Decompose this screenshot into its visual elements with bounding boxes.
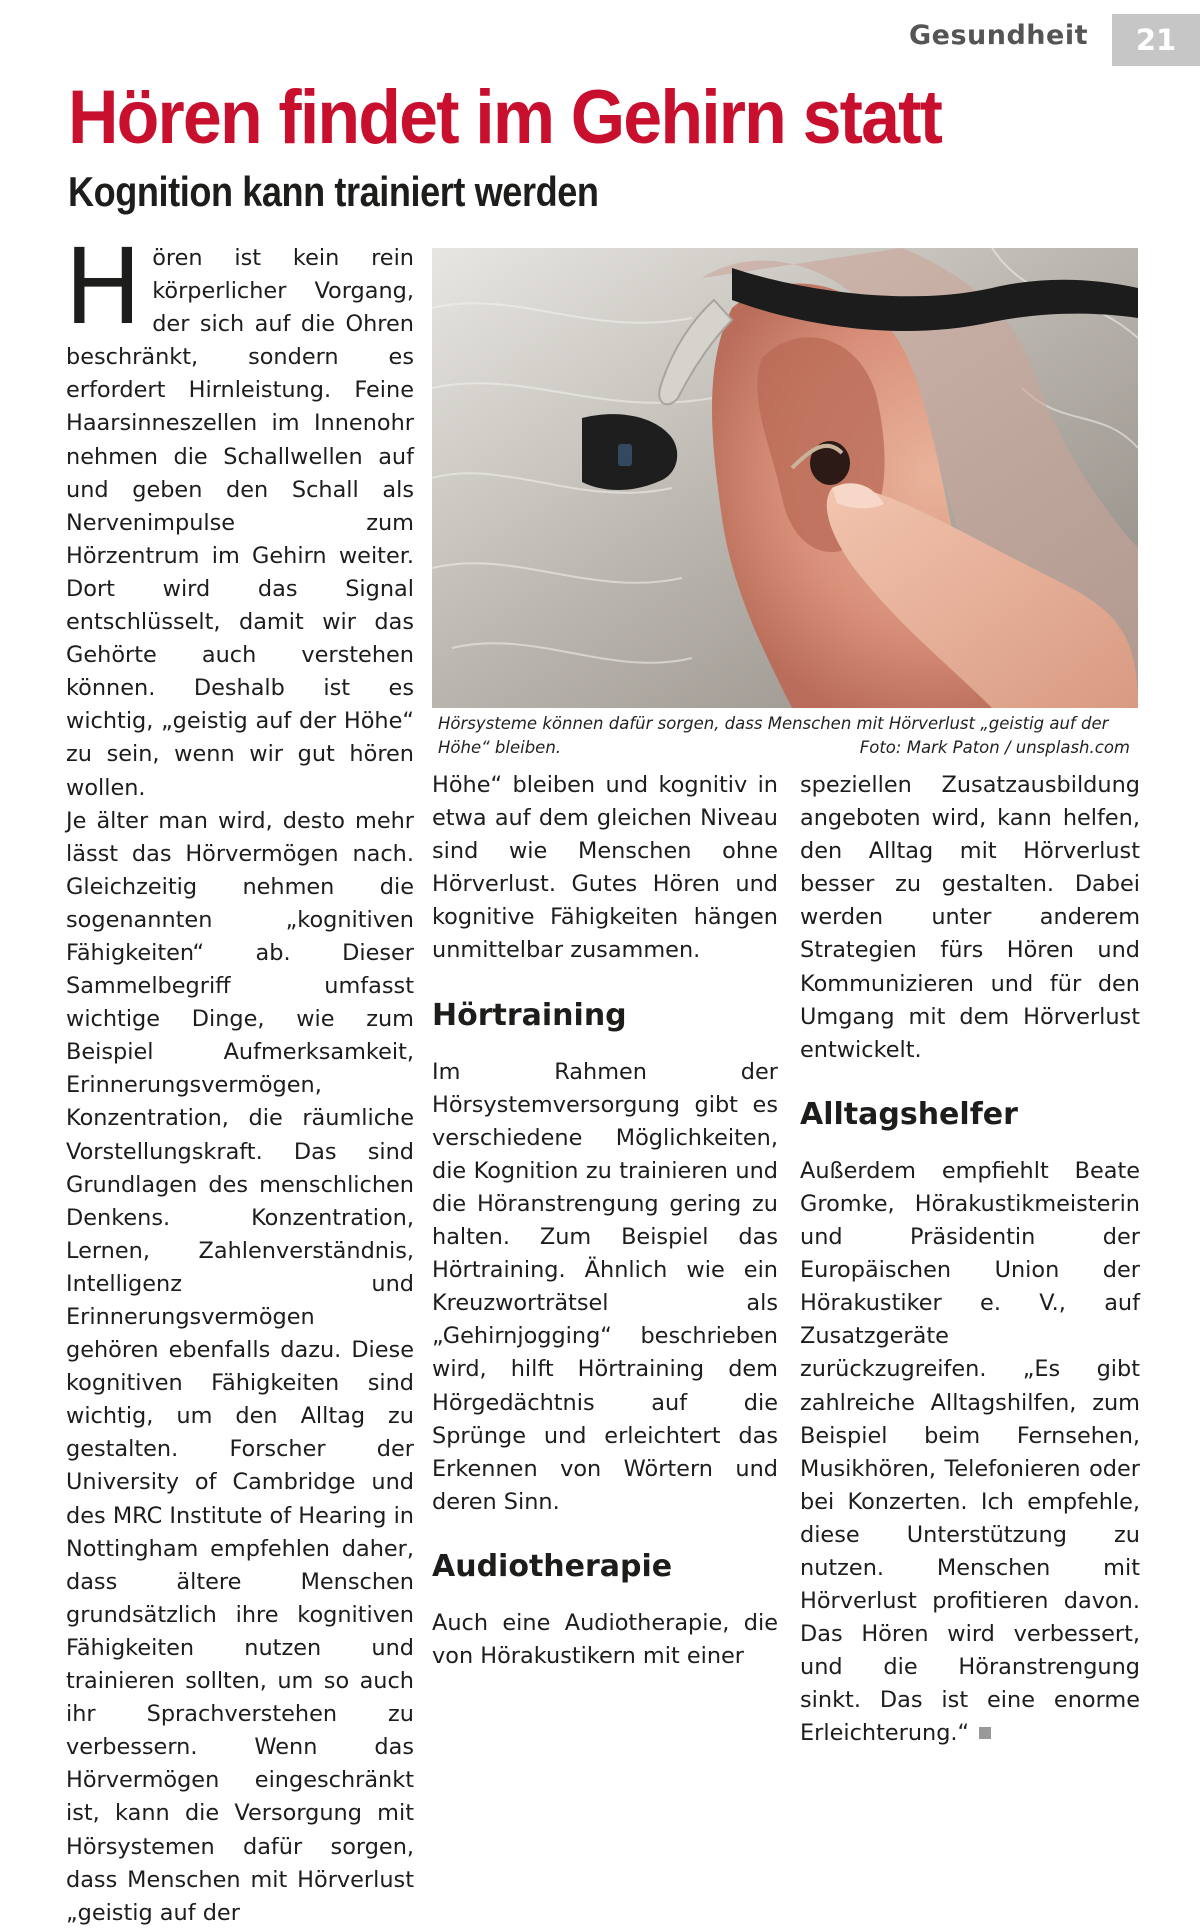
caption-text: Hörsysteme können dafür sorgen, dass Menschen mit Hörverlust „geistig auf der Höhe“ bleiben. xyxy=(438,714,1109,757)
subhead-hoertraining: Hörtraining xyxy=(432,997,627,1033)
paragraph-intro xyxy=(64,226,414,805)
section-label: Gesundheit xyxy=(908,20,1088,51)
dropcap: H xyxy=(64,226,143,348)
subhead-alltagshelfer: Alltagshelfer xyxy=(800,1096,1018,1132)
subhead-audiotherapie: Audiotherapie xyxy=(432,1548,673,1584)
page-number: 21 xyxy=(1112,14,1200,66)
paragraph: speziellen Zusatzausbildung angeboten wird, kann helfen, den Alltag mit Hörverlust besser zu gestalten. Dabei werden unter anderem Strategien fürs Hören und Kommunizieren und für den Umgang mit dem Hörverlust entwickelt. xyxy=(800,772,1140,1063)
article-column-3 xyxy=(800,769,1140,1751)
photo-credit: Foto: Mark Paton / unsplash.com xyxy=(859,738,1130,757)
paragraph: Je älter man wird, desto mehr lässt das Hörvermögen nach. Gleichzeitig nehmen die sogenannten „kognitiven Fähigkeiten“ ab. Dieser Sammelbegriff umfasst wichtige Dinge, wie zum Beispiel Aufmerksamkeit, Erinnerungsvermögen, Konzentration, die räumliche Vorstellungskraft. Das sind Grundlagen des menschlichen Denkens. Konzentration, Lernen, Zahlenverständnis, Intelligenz und Erinnerungsvermögen gehören ebenfalls dazu. Diese kognitiven Fähigkeiten sind wichtig, um den Alltag zu gestalten. Forscher der University of Cambridge und des MRC Institute of Hearing in Nottingham empfehlen daher, dass ältere Menschen grundsätzlich ihre kognitiven Fähigkeiten nutzen und trainieren sollten, um so auch ihr Sprachverstehen zu verbessern. Wenn das Hörvermögen eingeschränkt ist, kann die Versorgung mit Hörsystemen dafür sorgen, dass Menschen mit Hörverlust „geistig auf der xyxy=(66,807,414,1926)
ear-hearing-aid-image xyxy=(432,248,1138,708)
end-of-article-square-icon xyxy=(979,1727,991,1739)
paragraph: Höhe“ bleiben und kognitiv in etwa auf dem gleichen Niveau sind wie Menschen ohne Hörverlust. Gutes Hören und kognitive Fähigkeiten hängen unmittelbar zusammen. xyxy=(432,772,778,964)
article-subheadline: Kognition kann trainiert werden xyxy=(68,168,599,215)
article-headline: Hören findet im Gehirn statt xyxy=(68,75,942,160)
paragraph-intro-text: ören ist kein rein körperlicher Vorgang, der sich auf die Ohren beschränkt, sondern es erfordert Hirnleistung. Feine Haarsinneszellen im Innenohr nehmen die Schallwellen auf und geben den Schall als Nervenimpulse zum Hörzentrum im Gehirn weiter. Dort wird das Signal entschlüsselt, damit wir das Gehörte auch verstehen können. Deshalb ist es wichtig, „geistig auf der Höhe“ zu sein, wenn wir gut hören wollen. xyxy=(66,245,414,801)
article-column-1 xyxy=(64,226,414,1930)
paragraph-final-text: Außerdem empfiehlt Beate Gromke, Hörakustikmeisterin und Präsidentin der Europäischen Union der Hörakustiker e. V., auf Zusatzgeräte zurückzugreifen. „Es gibt zahlreiche Alltagshilfen, zum Beispiel beim Fernsehen, Musikhören, Telefonieren oder bei Konzerten. Ich empfehle, diese Unterstützung zu nutzen. Menschen mit Hörverlust profitieren davon. Das Hören wird verbessert, und die Höranstrengung sinkt. Das ist eine enorme Erleichterung.“ xyxy=(800,1157,1140,1747)
photo-caption xyxy=(438,712,1130,760)
paragraph: Im Rahmen der Hörsystemversorgung gibt es verschiedene Möglichkeiten, die Kognition zu trainieren und die Höranstrengung gering zu halten. Zum Beispiel das Hörtraining. Ähnlich wie ein Kreuzworträtsel als „Gehirnjogging“ beschrieben wird, hilft Hörtraining dem Hörgedächtnis auf die Sprünge und erleichtert das Erkennen von Wörtern und deren Sinn. xyxy=(432,1058,778,1515)
page-header xyxy=(0,14,1200,62)
paragraph-final xyxy=(800,1155,1140,1751)
paragraph: Auch eine Audiotherapie, die von Hörakustikern mit einer xyxy=(432,1609,778,1669)
article-column-2 xyxy=(432,769,778,1673)
article-photo xyxy=(432,248,1138,708)
